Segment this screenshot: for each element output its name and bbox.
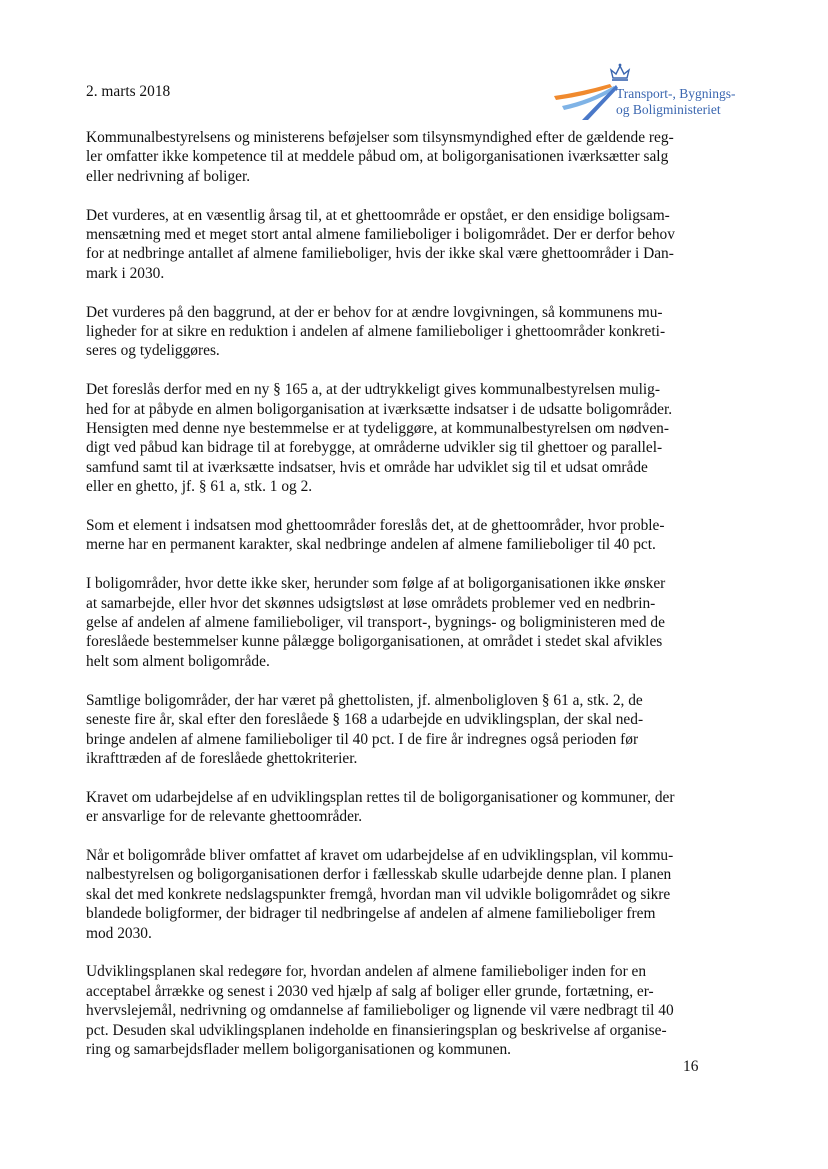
text-line: nalbestyrelsen og boligorganisationen derfor i fællesskab skulle udarbejde denne plan. I planen: [86, 866, 672, 884]
text-line: helt som alment boligområde.: [86, 652, 270, 670]
text-line: eller nedrivning af boliger.: [86, 167, 251, 185]
document-body: [86, 128, 700, 1079]
text-line: I boligområder, hvor dette ikke sker, herunder som følge af at boligorganisationen ikke ønsker: [86, 575, 666, 593]
text-line: for at nedbringe antallet af almene familieboliger, hvis der ikke skal være ghettoområder i Dan-: [86, 245, 674, 263]
paragraph: [86, 788, 700, 827]
text-line: pct. Desuden skal udviklingsplanen indeholde en finansieringsplan og beskrivelse af organise-: [86, 1021, 667, 1039]
text-line: Det foreslås derfor med en ny § 165 a, at der udtrykkeligt gives kommunalbestyrelsen mulig-: [86, 381, 661, 399]
text-line: Hensigten med denne nye bestemmelse er at tydeliggøre, at kommunalbestyrelsen om nødven-: [86, 420, 669, 438]
text-line: Som et element i indsatsen mod ghettoområder foreslås det, at de ghettoområder, hvor proble-: [86, 517, 665, 535]
paragraph: [86, 846, 700, 943]
text-line: Udviklingsplanen skal redegøre for, hvordan andelen af almene familieboliger inden for en: [86, 963, 647, 981]
text-line: ring og samarbejdsflader mellem boligorganisationen og kommunen.: [86, 1040, 512, 1058]
text-line: ler omfatter ikke kompetence til at meddele påbud om, at boligorganisationen iværksætter salg: [86, 148, 669, 166]
text-line: Kommunalbestyrelsens og ministerens beføjelser som tilsynsmyndighed efter de gældende reg-: [86, 129, 674, 146]
text-line: Det vurderes, at en væsentlig årsag til, at et ghettoområde er opstået, er den ensidige boligsam-: [86, 206, 670, 224]
paragraph: [86, 206, 700, 284]
ministry-name-line-1: Transport-, Bygnings-: [616, 86, 736, 101]
document-date: 2. marts 2018: [86, 83, 171, 100]
text-line: at samarbejde, eller hvor det skønnes udsigtsløst at løse områdets problemer ved en nedbrin-: [86, 594, 656, 612]
page-number: 16: [683, 1058, 699, 1075]
text-line: merne har en permanent karakter, skal nedbringe andelen af almene familieboliger til 40 pct.: [86, 536, 656, 554]
text-line: foreslåede bestemmelser kunne pålægge boligorganisationen, at området i stedet skal afvikles: [86, 633, 663, 651]
text-line: er ansvarlige for de relevante ghettoområder.: [86, 808, 363, 826]
text-line: Kravet om udarbejdelse af en udviklingsplan rettes til de boligorganisationer og kommuner, der: [86, 788, 675, 806]
text-line: mensætning med et meget stort antal almene familieboliger i boligområdet. Der er derfor behov: [86, 226, 675, 244]
text-line: Samtlige boligområder, der har været på ghettolisten, jf. almenboligloven § 61 a, stk. 2, de: [86, 691, 643, 709]
paragraph: [86, 380, 700, 496]
text-line: ikrafttræden af de foreslåede ghettokriterier.: [86, 749, 358, 767]
text-line: Det vurderes på den baggrund, at der er behov for at ændre lovgivningen, så kommunens mu-: [86, 303, 663, 321]
text-line: gelse af andelen af almene familieboliger, vil transport-, bygnings- og boligministeren med de: [86, 614, 665, 632]
text-line: eller en ghetto, jf. § 61 a, stk. 1 og 2.: [86, 478, 313, 496]
paragraph: [86, 303, 700, 361]
ministry-name-line-2: og Boligministeriet: [616, 102, 721, 117]
paragraph: [86, 691, 700, 769]
text-line: hvervslejemål, nedrivning og omdannelse af familieboliger og lignende vil være nedbragt til 40: [86, 1002, 674, 1020]
text-line: mark i 2030.: [86, 264, 165, 282]
paragraph: [86, 962, 700, 1059]
text-line: seres og tydeliggøres.: [86, 342, 220, 360]
text-line: ligheder for at sikre en reduktion i andelen af almene familieboliger i ghettoområder konkreti-: [86, 323, 666, 341]
ministry-name: [616, 86, 736, 118]
paragraph: [86, 128, 700, 186]
text-line: Når et boligområde bliver omfattet af kravet om udarbejdelse af en udviklingsplan, vil kommu-: [86, 846, 674, 864]
text-line: digt ved påbud kan bidrage til at forebygge, at områderne udvikler sig til ghettoer og parallel-: [86, 439, 663, 457]
text-line: blandede boligformer, der bidrager til nedbringelse af andelen af almene familieboliger frem: [86, 905, 656, 923]
text-line: skal det med konkrete nedslagspunkter fremgå, hvordan man vil udvikle boligområdet og sikre: [86, 885, 671, 903]
text-line: bringe andelen af almene familieboliger til 40 pct. I de fire år indregnes også perioden før: [86, 730, 639, 748]
text-line: samfund samt til at iværksætte indsatser, hvis et område har udviklet sig til et udsat område: [86, 458, 648, 476]
paragraph: [86, 516, 700, 555]
paragraph: [86, 574, 700, 671]
text-line: hed for at påbyde en almen boligorganisation at iværksætte indsatser i de udsatte boligområder.: [86, 400, 673, 418]
text-line: mod 2030.: [86, 924, 152, 942]
text-line: seneste fire år, skal efter den foreslåede § 168 a udarbejde en udviklingsplan, der skal ned-: [86, 711, 644, 729]
text-line: acceptabel årrække og senest i 2030 ved hjælp af salg af boliger eller grunde, fortætning, er-: [86, 982, 654, 1000]
